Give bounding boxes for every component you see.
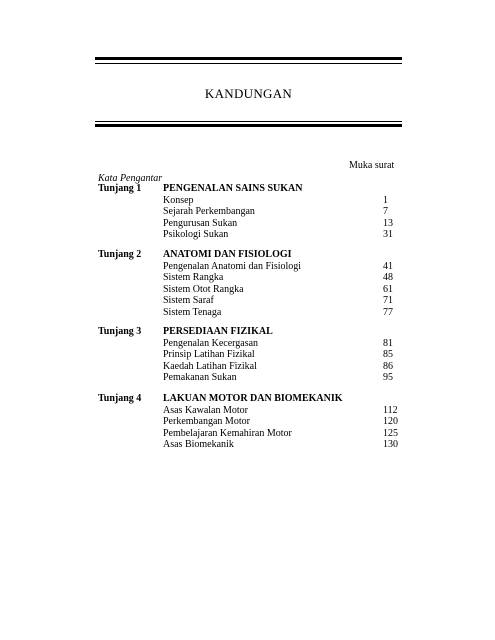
toc-entry-page: 71 [383,295,393,307]
section-heading: PERSEDIAAN FIZIKAL [163,326,273,337]
toc-entry-title: Pembelajaran Kemahiran Motor [163,427,292,439]
toc-entry-page: 13 [383,217,393,229]
toc-entry-page: 120 [383,416,398,428]
toc-entry-page: 77 [383,307,393,318]
top-rule-thick [95,57,402,60]
toc-entry-page: 81 [383,337,393,349]
section-label: Tunjang 3 [98,326,142,337]
toc-entry-title: Konsep [163,194,194,206]
section-heading: ANATOMI DAN FISIOLOGI [163,249,292,260]
toc-entry-title: Sistem Rangka [163,272,224,284]
toc-entry-title: Kaedah Latihan Fizikal [163,360,257,372]
toc-entry-title: Pengurusan Sukan [163,217,238,229]
toc-entry-page: 61 [383,283,393,295]
section-label: Tunjang 2 [98,249,142,260]
toc-entry-page: 85 [383,349,393,361]
section-heading: PENGENALAN SAINS SUKAN [163,183,303,194]
toc-entry-page: 1 [383,194,388,206]
toc-entry-title: Asas Kawalan Motor [163,404,248,416]
toc-entry-page: 95 [383,372,393,384]
toc-entry-page: 31 [383,229,393,241]
toc-entry-page: 7 [383,206,388,218]
section-label: Tunjang 4 [98,393,142,404]
bottom-rule-thick [95,124,402,127]
toc-entry-title: Perkembangan Motor [163,416,250,428]
top-rule-thin [95,63,402,64]
toc-entry-title: Sejarah Perkembangan [163,206,255,218]
toc-entry-title: Prinsip Latihan Fizikal [163,349,255,361]
toc-entry-page: 130 [383,439,398,451]
toc-entry-page: 112 [383,404,398,416]
toc-entry-title: Pengenalan Anatomi dan Fisiologi [163,260,302,272]
toc-entry-page: 125 [383,427,398,439]
page-title: KANDUNGAN [204,86,293,101]
section-label: Tunjang 1 [98,183,142,194]
kata-pengantar: Kata Pengantar [98,173,163,184]
toc-entry-title: Psikologi Sukan [163,229,229,241]
toc-entry-title: Asas Biomekanik [163,439,234,451]
toc-entry-title: Sistem Tenaga [163,307,222,318]
toc-entry-title: Pemakanan Sukan [163,372,237,384]
toc-entry-title: Pengenalan Kecergasan [163,337,259,349]
toc-entry-page: 86 [383,360,393,372]
toc-entry-title: Sistem Saraf [163,295,214,307]
bottom-rule-thin [95,121,402,122]
muka-surat-header: Muka surat [349,160,395,171]
section-heading: LAKUAN MOTOR DAN BIOMEKANIK [163,393,343,404]
toc-entry-title: Sistem Otot Rangka [163,283,244,295]
toc-entry-page: 41 [383,260,393,272]
toc-entry-page: 48 [383,272,393,284]
